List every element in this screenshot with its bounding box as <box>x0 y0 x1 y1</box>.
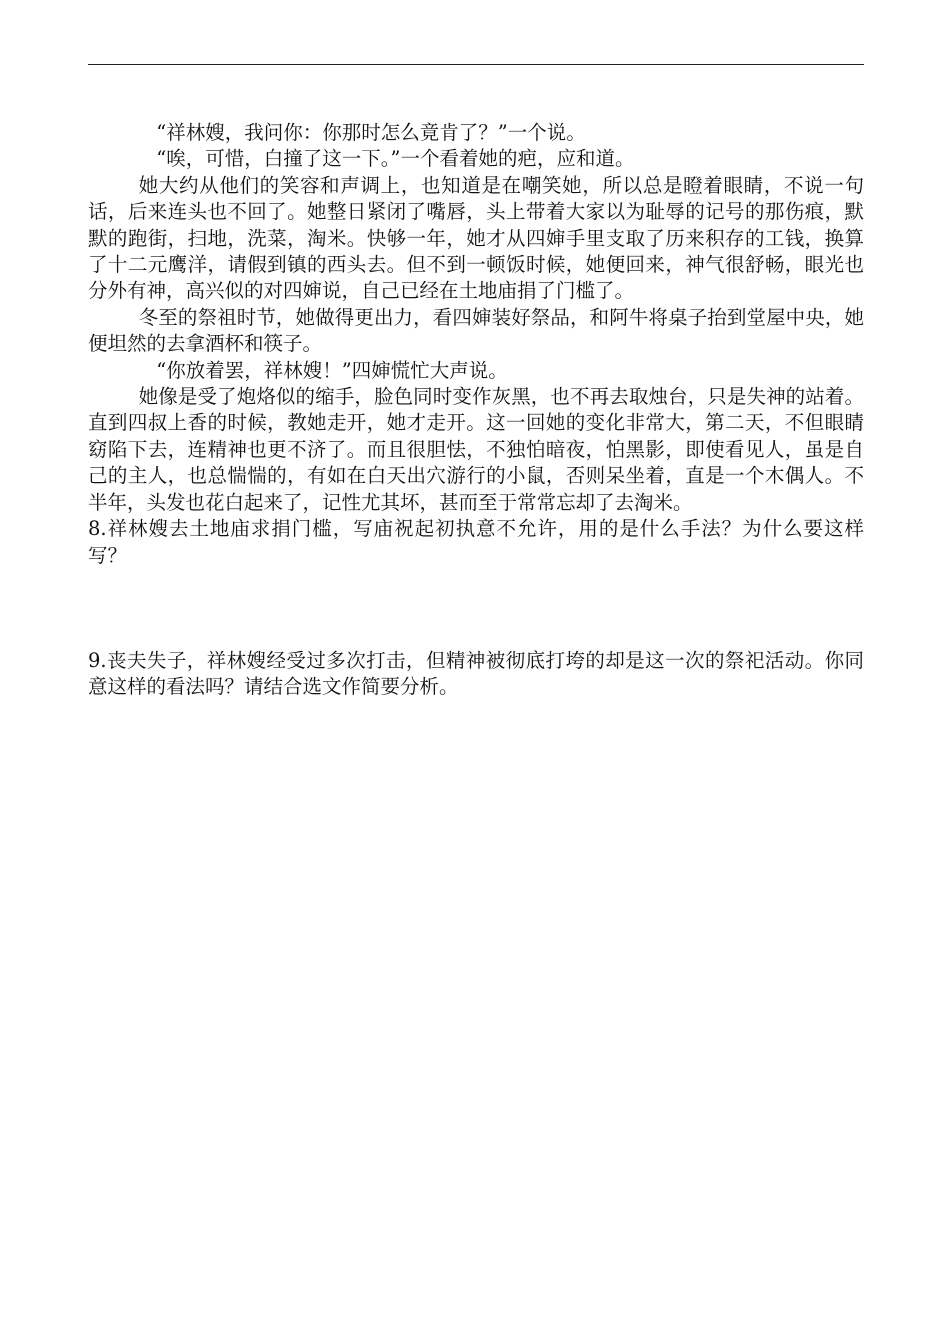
passage-paragraph-3: 她大约从他们的笑容和声调上，也知道是在嘲笑她，所以总是瞪着眼睛，不说一句话，后来连头也不回了。她整日紧闭了嘴唇，头上带着大家以为耻辱的记号的那伤痕，默默的跑街，扫地，洗菜，淘米。快够一年，她才从四婶手里支取了历来积存的工钱，换算了十二元鹰洋，请假到镇的西头去。但不到一顿饭时候，她便回来，神气很舒畅，眼光也分外有神，高兴似的对四婶说，自己已经在土地庙捐了门槛了。 <box>88 173 864 303</box>
question-9: 9.丧夫失子，祥林嫂经受过多次打击，但精神被彻底打垮的却是这一次的祭祀活动。你同意这样的看法吗？请结合选文作简要分析。 <box>88 648 864 699</box>
header-rule <box>88 64 864 65</box>
answer-space-8 <box>88 569 864 648</box>
passage-paragraph-4: 冬至的祭祖时节，她做得更出力，看四婶装好祭品，和阿牛将桌子抬到堂屋中央，她便坦然的去拿酒杯和筷子。 <box>88 305 864 356</box>
document-body <box>88 120 864 701</box>
passage-paragraph-6: 她像是受了炮烙似的缩手，脸色同时变作灰黑，也不再去取烛台，只是失神的站着。直到四叔上香的时候，教她走开，她才走开。这一回她的变化非常大，第二天，不但眼睛窈陷下去，连精神也更不济了。而且很胆怯，不独怕暗夜，怕黑影，即使看见人，虽是自己的主人，也总惴惴的，有如在白天出穴游行的小鼠，否则呆坐着，直是一个木偶人。不半年，头发也花白起来了，记性尤其坏，甚而至于常常忘却了去淘米。 <box>88 385 864 514</box>
passage-paragraph-1: “祥林嫂，我问你：你那时怎么竟肯了？”一个说。 <box>156 121 586 144</box>
passage-paragraph-5: “你放着罢，祥林嫂！”四婶慌忙大声说。 <box>156 358 508 382</box>
passage-paragraph-2: “唉，可惜，白撞了这一下。”一个看着她的疤，应和道。 <box>156 147 635 171</box>
question-8: 8.祥林嫂去土地庙求捐门槛，写庙祝起初执意不允许，用的是什么手法？为什么要这样写？ <box>88 517 864 567</box>
